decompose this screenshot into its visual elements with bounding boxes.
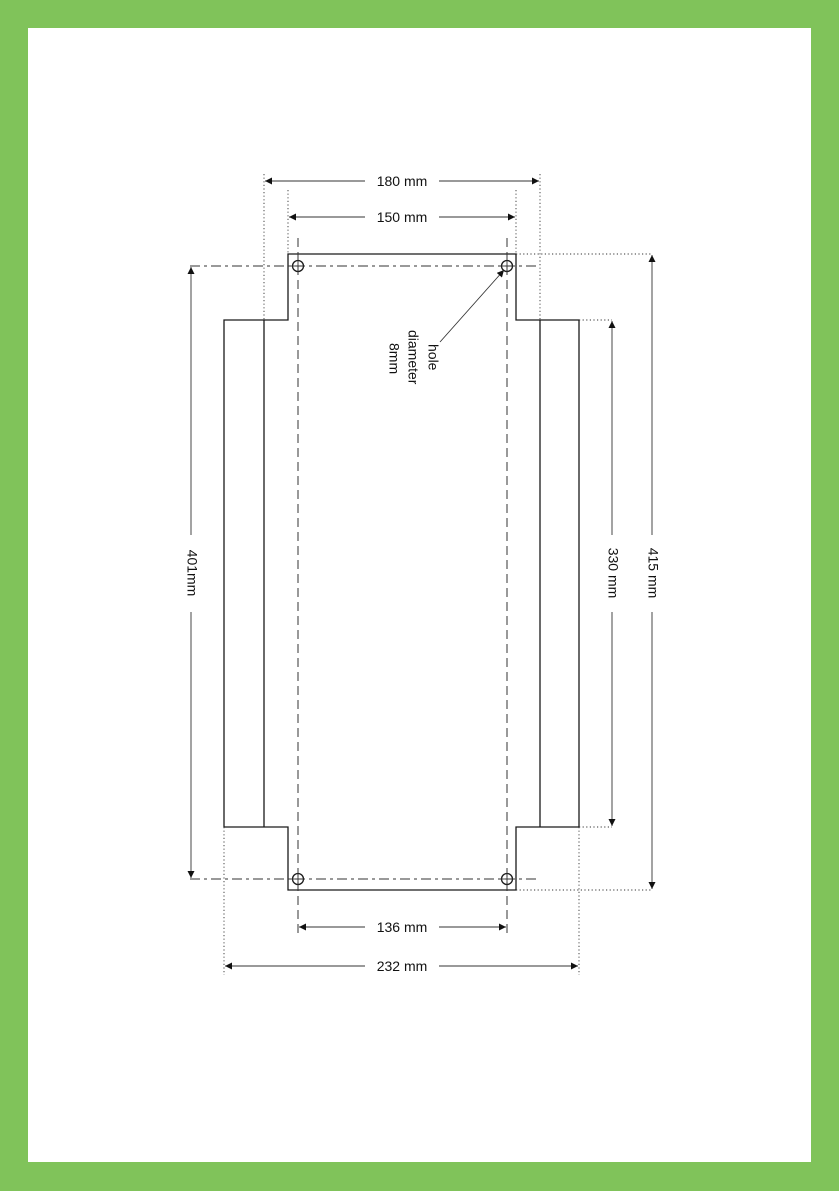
hole-note-line-2: diameter — [405, 330, 422, 385]
dim-180-label: 180 mm — [376, 173, 428, 189]
hole-note-line-1: hole — [425, 344, 442, 371]
hole-top-left — [291, 259, 305, 273]
dim-330-label: 330 mm — [605, 547, 622, 599]
dim-150-label: 150 mm — [376, 209, 428, 225]
hole-bottom-right — [500, 872, 514, 886]
dim-401-label: 401mm — [184, 549, 201, 597]
hole-bottom-left — [291, 872, 305, 886]
dim-232-label: 232 mm — [376, 958, 428, 974]
hole-note-line-3: 8mm — [386, 343, 403, 375]
dim-136-label: 136 mm — [376, 919, 428, 935]
hole-top-right — [500, 259, 514, 273]
hole-leader-line — [440, 270, 504, 342]
dim-415-label: 415 mm — [645, 547, 662, 599]
